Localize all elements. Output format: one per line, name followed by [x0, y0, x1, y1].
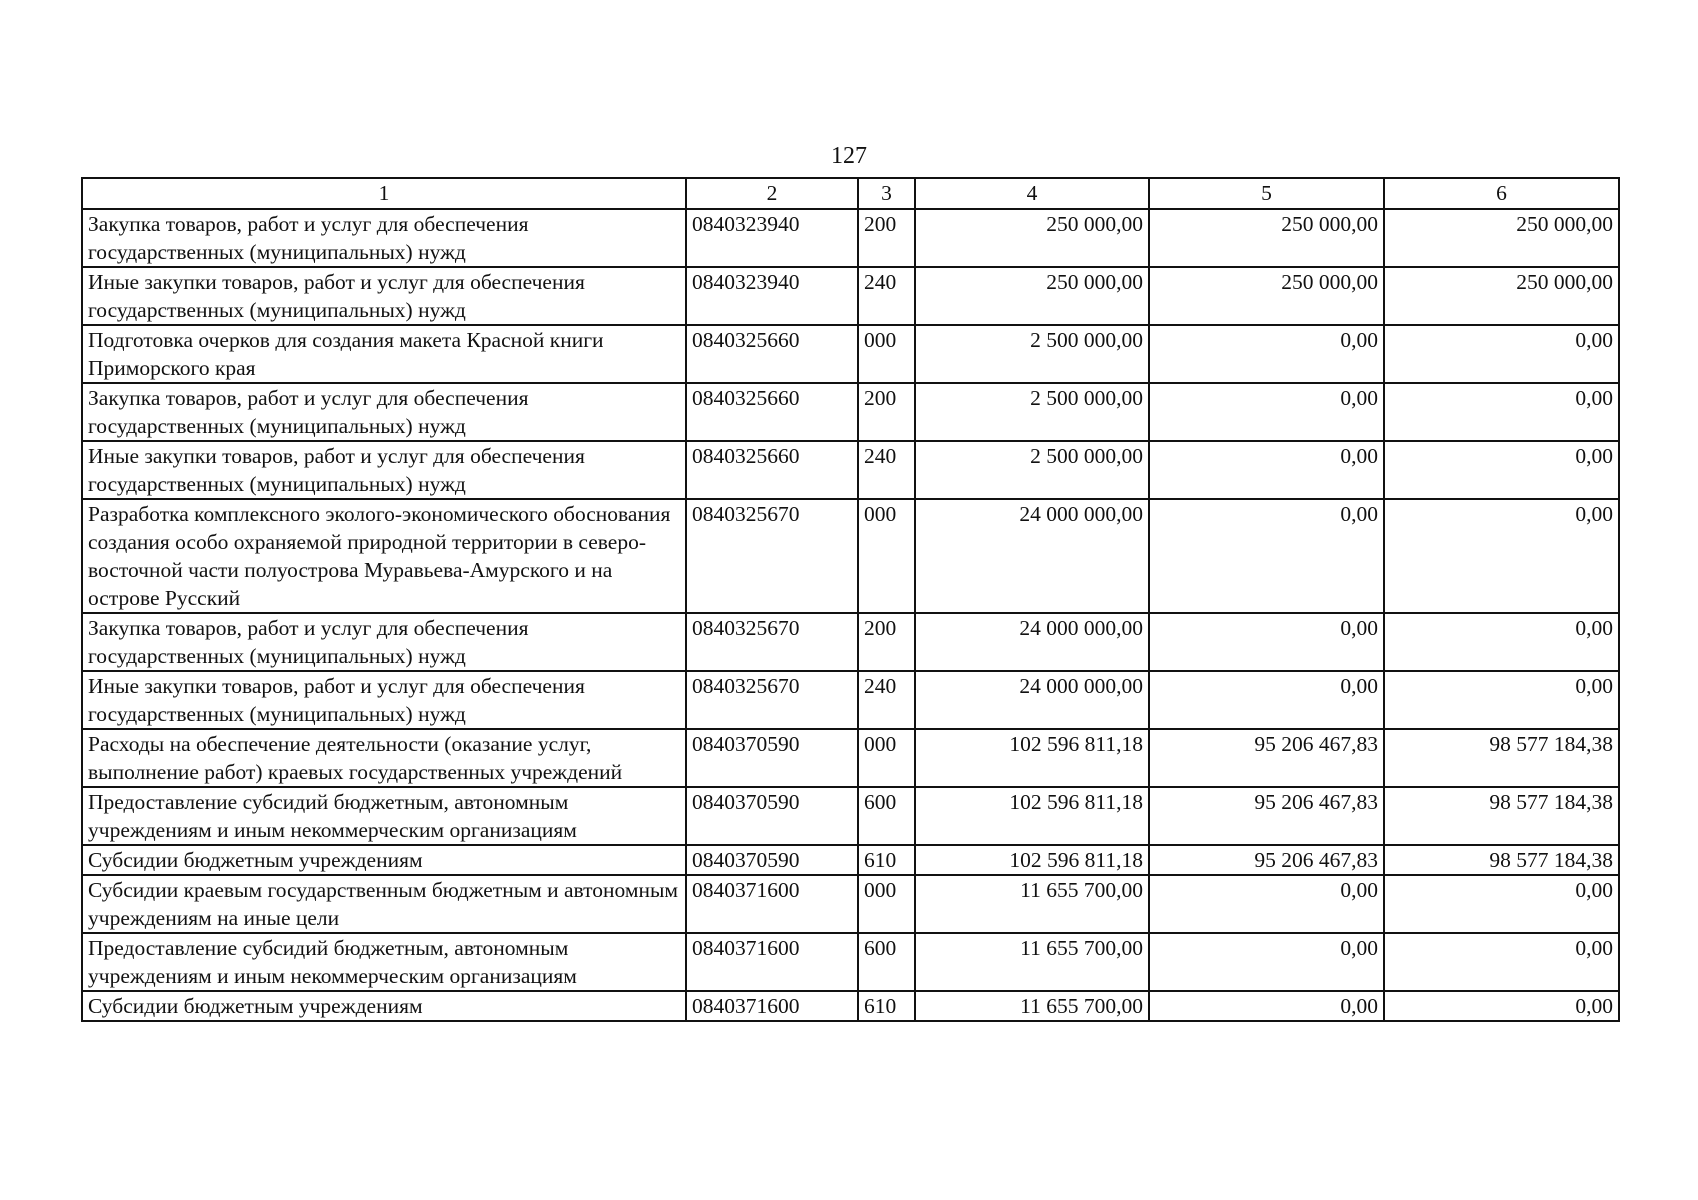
row-code: 0840325660 [686, 325, 858, 383]
row-description: Субсидии бюджетным учреждениям [82, 991, 686, 1021]
row-value-col4: 2 500 000,00 [915, 383, 1149, 441]
row-value-col4: 102 596 811,18 [915, 845, 1149, 875]
row-value-col5: 250 000,00 [1149, 209, 1384, 267]
row-description: Закупка товаров, работ и услуг для обеспечения государственных (муниципальных) нужд [82, 209, 686, 267]
table-row [82, 729, 1619, 787]
table-row [82, 209, 1619, 267]
row-value-col6: 0,00 [1384, 671, 1619, 729]
row-value-col5: 95 206 467,83 [1149, 845, 1384, 875]
row-code: 0840323940 [686, 267, 858, 325]
row-code: 0840325670 [686, 499, 858, 613]
row-expense-type: 200 [858, 209, 915, 267]
budget-table [81, 177, 1620, 1022]
table-row [82, 267, 1619, 325]
row-description: Закупка товаров, работ и услуг для обеспечения государственных (муниципальных) нужд [82, 613, 686, 671]
row-code: 0840371600 [686, 933, 858, 991]
table-row [82, 613, 1619, 671]
row-value-col5: 0,00 [1149, 441, 1384, 499]
table-row [82, 383, 1619, 441]
row-value-col5: 0,00 [1149, 875, 1384, 933]
column-header-4: 4 [915, 178, 1149, 209]
row-code: 0840370590 [686, 787, 858, 845]
row-value-col6: 0,00 [1384, 875, 1619, 933]
column-header-3: 3 [858, 178, 915, 209]
table-row [82, 671, 1619, 729]
row-value-col4: 250 000,00 [915, 209, 1149, 267]
row-code: 0840325660 [686, 383, 858, 441]
row-value-col4: 11 655 700,00 [915, 933, 1149, 991]
table-row [82, 845, 1619, 875]
column-header-1: 1 [82, 178, 686, 209]
row-code: 0840325670 [686, 613, 858, 671]
table-row [82, 787, 1619, 845]
row-value-col4: 11 655 700,00 [915, 991, 1149, 1021]
row-description: Субсидии краевым государственным бюджетным и автономным учреждениям на иные цели [82, 875, 686, 933]
table-row [82, 325, 1619, 383]
row-value-col6: 0,00 [1384, 441, 1619, 499]
column-header-5: 5 [1149, 178, 1384, 209]
row-value-col6: 0,00 [1384, 613, 1619, 671]
table-row [82, 875, 1619, 933]
row-value-col5: 95 206 467,83 [1149, 729, 1384, 787]
table-row [82, 441, 1619, 499]
row-value-col6: 98 577 184,38 [1384, 845, 1619, 875]
row-value-col5: 0,00 [1149, 499, 1384, 613]
row-code: 0840323940 [686, 209, 858, 267]
column-header-2: 2 [686, 178, 858, 209]
row-expense-type: 000 [858, 325, 915, 383]
row-value-col4: 24 000 000,00 [915, 499, 1149, 613]
header-row [82, 178, 1619, 209]
row-description: Иные закупки товаров, работ и услуг для обеспечения государственных (муниципальных) нужд [82, 441, 686, 499]
row-value-col6: 0,00 [1384, 991, 1619, 1021]
row-description: Подготовка очерков для создания макета Красной книги Приморского края [82, 325, 686, 383]
row-code: 0840371600 [686, 875, 858, 933]
row-value-col6: 0,00 [1384, 383, 1619, 441]
row-description: Закупка товаров, работ и услуг для обеспечения государственных (муниципальных) нужд [82, 383, 686, 441]
row-expense-type: 240 [858, 441, 915, 499]
row-value-col6: 250 000,00 [1384, 209, 1619, 267]
row-value-col5: 0,00 [1149, 613, 1384, 671]
row-value-col4: 24 000 000,00 [915, 671, 1149, 729]
table-row [82, 933, 1619, 991]
row-value-col6: 0,00 [1384, 933, 1619, 991]
row-code: 0840325660 [686, 441, 858, 499]
row-value-col4: 2 500 000,00 [915, 441, 1149, 499]
row-description: Предоставление субсидий бюджетным, автономным учреждениям и иным некоммерческим организациям [82, 933, 686, 991]
row-value-col6: 0,00 [1384, 325, 1619, 383]
row-code: 0840371600 [686, 991, 858, 1021]
row-expense-type: 200 [858, 613, 915, 671]
row-value-col4: 250 000,00 [915, 267, 1149, 325]
row-expense-type: 600 [858, 787, 915, 845]
row-value-col4: 102 596 811,18 [915, 787, 1149, 845]
row-value-col4: 11 655 700,00 [915, 875, 1149, 933]
row-code: 0840325670 [686, 671, 858, 729]
row-expense-type: 200 [858, 383, 915, 441]
row-expense-type: 610 [858, 991, 915, 1021]
row-value-col4: 2 500 000,00 [915, 325, 1149, 383]
row-description: Расходы на обеспечение деятельности (оказание услуг, выполнение работ) краевых государственных учреждений [82, 729, 686, 787]
table-row [82, 499, 1619, 613]
row-value-col6: 250 000,00 [1384, 267, 1619, 325]
row-value-col5: 0,00 [1149, 383, 1384, 441]
row-code: 0840370590 [686, 845, 858, 875]
row-expense-type: 000 [858, 499, 915, 613]
row-value-col5: 0,00 [1149, 325, 1384, 383]
row-value-col5: 95 206 467,83 [1149, 787, 1384, 845]
row-description: Иные закупки товаров, работ и услуг для обеспечения государственных (муниципальных) нужд [82, 267, 686, 325]
row-description: Иные закупки товаров, работ и услуг для обеспечения государственных (муниципальных) нужд [82, 671, 686, 729]
row-value-col4: 102 596 811,18 [915, 729, 1149, 787]
row-expense-type: 000 [858, 729, 915, 787]
row-expense-type: 610 [858, 845, 915, 875]
row-expense-type: 240 [858, 267, 915, 325]
row-value-col4: 24 000 000,00 [915, 613, 1149, 671]
row-code: 0840370590 [686, 729, 858, 787]
row-value-col6: 98 577 184,38 [1384, 787, 1619, 845]
row-value-col6: 98 577 184,38 [1384, 729, 1619, 787]
row-expense-type: 600 [858, 933, 915, 991]
row-value-col5: 0,00 [1149, 671, 1384, 729]
row-value-col5: 0,00 [1149, 933, 1384, 991]
row-value-col6: 0,00 [1384, 499, 1619, 613]
page-number: 127 [831, 143, 867, 169]
table-row [82, 991, 1619, 1021]
row-description: Субсидии бюджетным учреждениям [82, 845, 686, 875]
row-value-col5: 0,00 [1149, 991, 1384, 1021]
column-header-6: 6 [1384, 178, 1619, 209]
row-expense-type: 000 [858, 875, 915, 933]
row-description: Разработка комплексного эколого-экономического обоснования создания особо охраняемой природной территории в северо-восточной части полуострова Муравьева-Амурского и на острове Русский [82, 499, 686, 613]
row-description: Предоставление субсидий бюджетным, автономным учреждениям и иным некоммерческим организациям [82, 787, 686, 845]
row-value-col5: 250 000,00 [1149, 267, 1384, 325]
row-expense-type: 240 [858, 671, 915, 729]
